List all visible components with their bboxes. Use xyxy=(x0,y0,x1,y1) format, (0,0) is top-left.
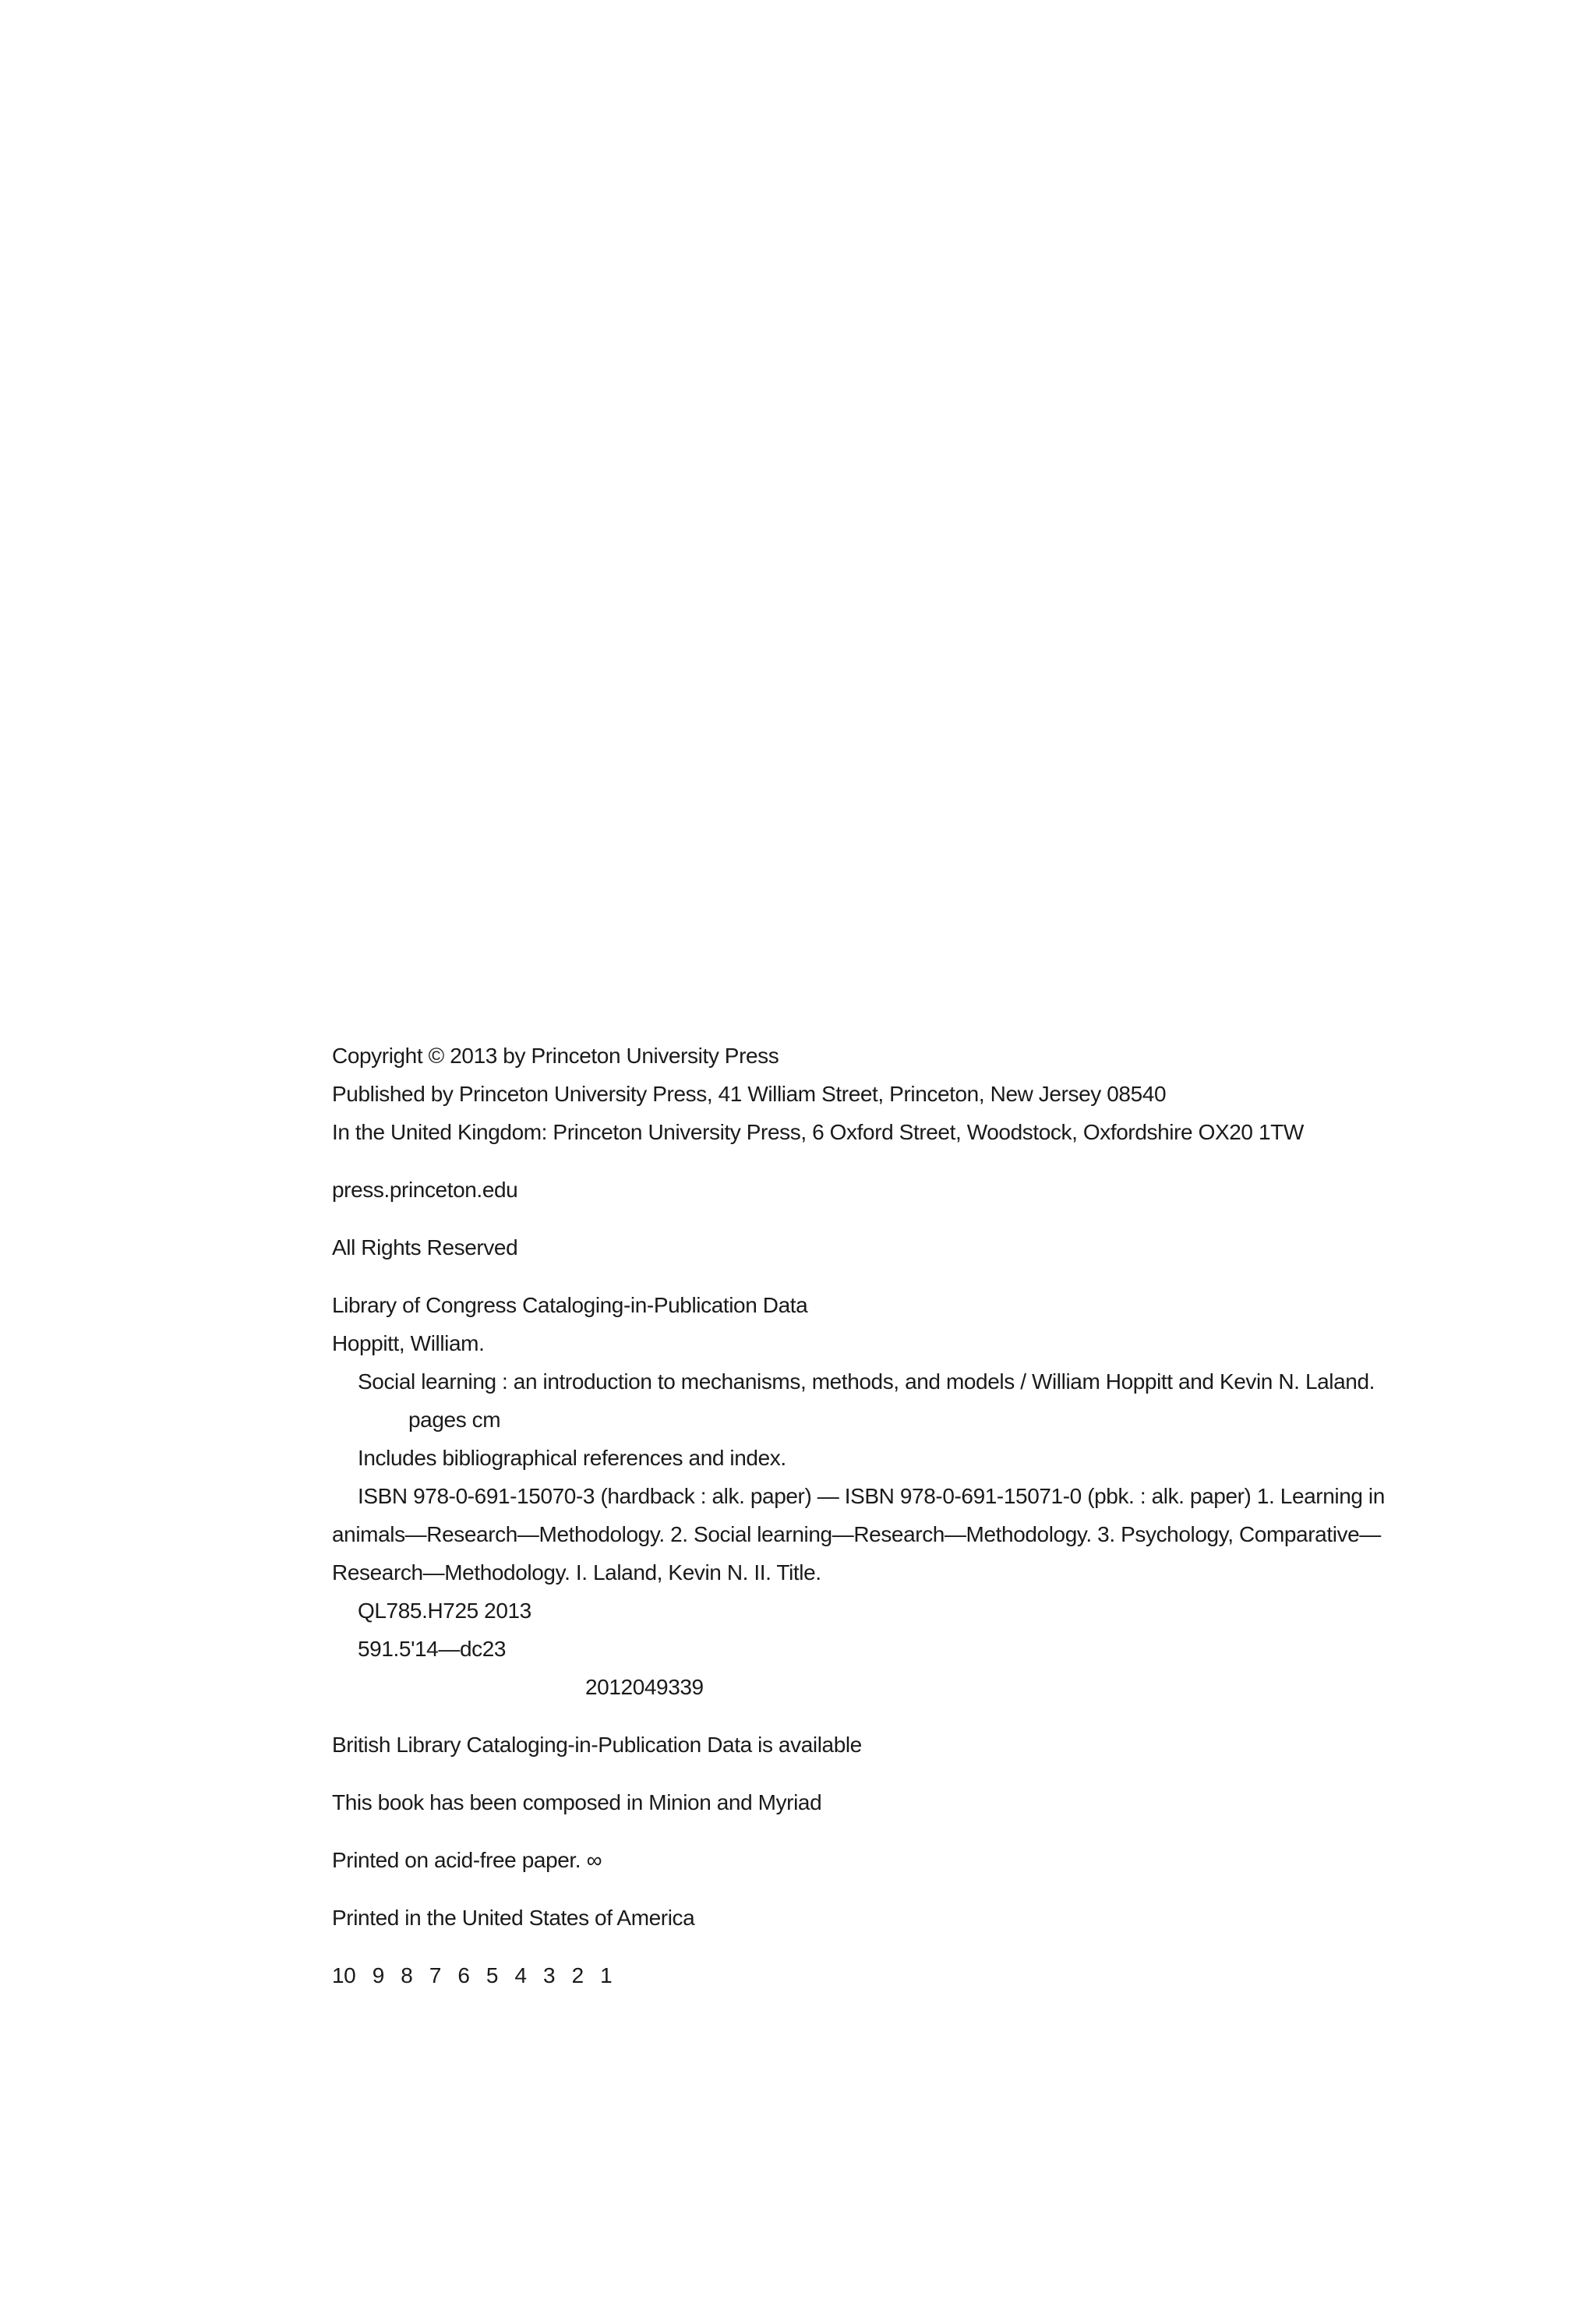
cip-lccn: 2012049339 xyxy=(585,1675,704,1699)
uk-publisher-address: In the United Kingdom: Princeton University Press, 6 Oxford Street, Woodstock, Oxfordshire OX20 1TW xyxy=(332,1120,1304,1144)
cip-heading: Library of Congress Cataloging-in-Publication Data xyxy=(332,1293,808,1317)
printer-key: 10 9 8 7 6 5 4 3 2 1 xyxy=(332,1963,613,1987)
publisher-website: press.princeton.edu xyxy=(332,1178,518,1202)
british-library-note: British Library Cataloging-in-Publication Data is available xyxy=(332,1733,862,1757)
cip-isbn-line-1: ISBN 978-0-691-15070-3 (hardback : alk. paper) — ISBN 978-0-691-15071-0 (pbk. : alk. paper) 1. Learning in xyxy=(358,1484,1385,1508)
cip-pages: pages cm xyxy=(408,1408,501,1432)
cip-dewey-classification: 591.5'14—dc23 xyxy=(358,1637,507,1661)
rights-statement: All Rights Reserved xyxy=(332,1235,518,1260)
copyright-notice: Copyright © 2013 by Princeton University Press xyxy=(332,1044,779,1068)
typeface-note: This book has been composed in Minion and Myriad xyxy=(332,1790,822,1814)
printed-in-note: Printed in the United States of America xyxy=(332,1906,695,1930)
publisher-address: Published by Princeton University Press, 41 William Street, Princeton, New Jersey 08540 xyxy=(332,1082,1167,1106)
cip-lc-classification: QL785.H725 2013 xyxy=(358,1599,531,1623)
cip-title: Social learning : an introduction to mechanisms, methods, and models / William Hoppitt and Kevin N. Laland. xyxy=(358,1369,1375,1394)
cip-isbn-line-3: Research—Methodology. I. Laland, Kevin N. II. Title. xyxy=(332,1560,821,1585)
paper-note: Printed on acid-free paper. ∞ xyxy=(332,1848,602,1872)
cip-notes: Includes bibliographical references and index. xyxy=(358,1446,786,1470)
cataloging-data xyxy=(332,1286,1423,1706)
copyright-page-block xyxy=(332,1037,1423,1994)
cip-author: Hoppitt, William. xyxy=(332,1331,485,1355)
cip-isbn-line-2: animals—Research—Methodology. 2. Social learning—Research—Methodology. 3. Psychology, Comparative— xyxy=(332,1522,1381,1546)
